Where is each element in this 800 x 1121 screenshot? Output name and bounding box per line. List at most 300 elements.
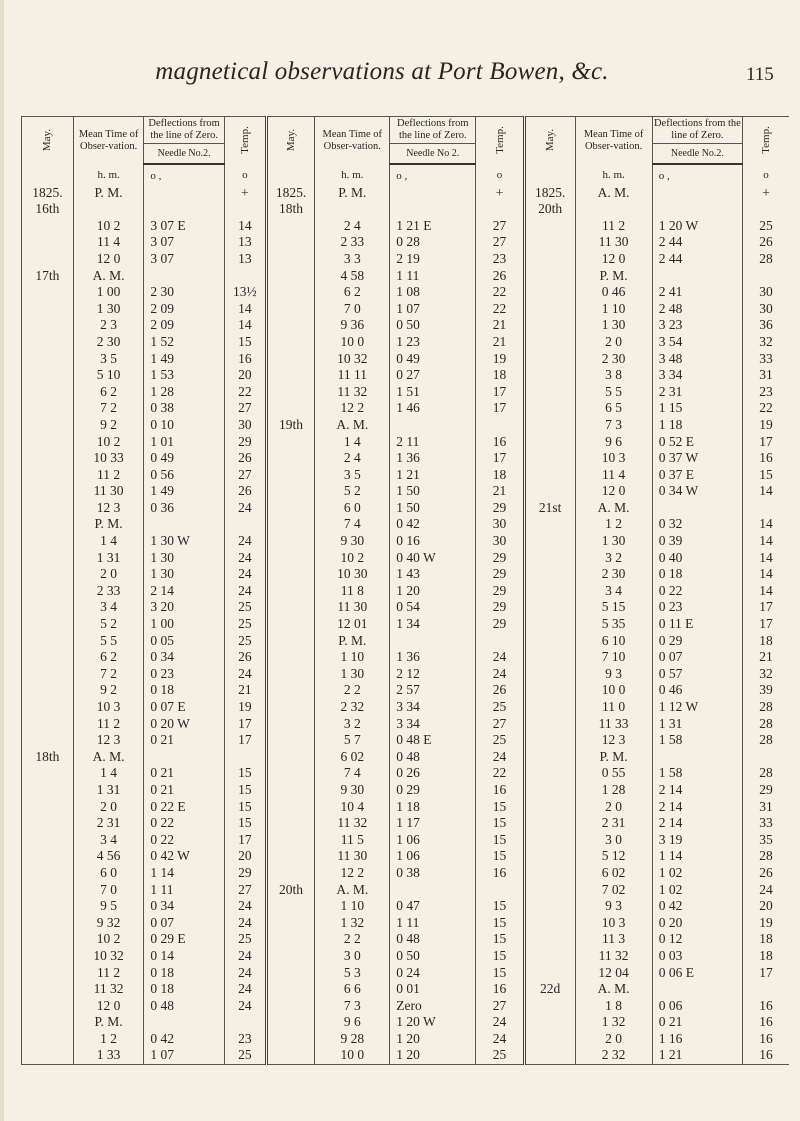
- temp-cell: 29: [224, 434, 266, 451]
- deflection-cell: 1 36: [390, 450, 476, 467]
- table-row: [22, 566, 790, 583]
- temp-cell: 21: [476, 317, 525, 334]
- col-deflection: Deflections from the line of Zero.: [144, 117, 224, 144]
- table-row: [22, 234, 790, 251]
- table-row: [22, 716, 790, 733]
- table-row: [22, 1031, 790, 1048]
- date-cell: [22, 351, 74, 368]
- time-cell: 12 3: [73, 500, 144, 517]
- deflection-cell: 0 46: [652, 682, 742, 699]
- temp-cell: 16: [743, 1031, 789, 1048]
- temp-cell: 16: [476, 434, 525, 451]
- time-cell: 3 3: [315, 251, 390, 268]
- temp-cell: 14: [224, 317, 266, 334]
- date-cell: 20th: [266, 882, 315, 899]
- time-cell: 5 2: [73, 616, 144, 633]
- temp-cell: 29: [743, 782, 789, 799]
- time-cell: 1 4: [73, 765, 144, 782]
- time-cell: h. m.: [73, 164, 144, 185]
- date-cell: [266, 915, 315, 932]
- temp-cell: 31: [743, 799, 789, 816]
- time-cell: 9 36: [315, 317, 390, 334]
- deflection-cell: 3 48: [652, 351, 742, 368]
- temp-cell: 29: [476, 616, 525, 633]
- date-cell: [22, 799, 74, 816]
- temp-cell: 17: [743, 599, 789, 616]
- time-cell: 12 3: [575, 732, 652, 749]
- deflection-cell: 1 51: [390, 384, 476, 401]
- time-cell: 6 10: [575, 633, 652, 650]
- deflection-cell: 0 16: [390, 533, 476, 550]
- date-cell: [266, 483, 315, 500]
- date-cell: [524, 965, 575, 982]
- date-cell: 20th: [524, 201, 575, 218]
- temp-cell: [743, 500, 789, 517]
- temp-cell: 22: [476, 765, 525, 782]
- date-cell: [266, 284, 315, 301]
- time-cell: 7 2: [73, 400, 144, 417]
- deflection-cell: 0 40: [652, 550, 742, 567]
- date-cell: [266, 1047, 315, 1064]
- time-cell: [575, 201, 652, 218]
- temp-cell: 13: [224, 251, 266, 268]
- date-cell: [22, 832, 74, 849]
- time-cell: 2 30: [575, 566, 652, 583]
- deflection-cell: 0 23: [652, 599, 742, 616]
- time-cell: 2 33: [315, 234, 390, 251]
- time-cell: 4 56: [73, 848, 144, 865]
- deflection-cell: 0 42 W: [144, 848, 224, 865]
- table-row: [22, 815, 790, 832]
- time-cell: 11 11: [315, 367, 390, 384]
- date-cell: [22, 848, 74, 865]
- time-cell: 2 0: [575, 334, 652, 351]
- deflection-cell: 0 50: [390, 317, 476, 334]
- temp-cell: 15: [476, 931, 525, 948]
- date-cell: [266, 317, 315, 334]
- deflection-cell: [144, 1014, 224, 1031]
- date-cell: [266, 351, 315, 368]
- temp-cell: 17: [224, 716, 266, 733]
- date-cell: [266, 981, 315, 998]
- deflection-cell: 0 37 E: [652, 467, 742, 484]
- deflection-cell: 0 29 E: [144, 931, 224, 948]
- time-cell: 5 2: [315, 483, 390, 500]
- deflection-cell: [390, 633, 476, 650]
- deflection-cell: 0 50: [390, 948, 476, 965]
- time-cell: A. M.: [73, 749, 144, 766]
- date-cell: [524, 998, 575, 1015]
- time-cell: 12 3: [73, 732, 144, 749]
- deflection-cell: 0 48: [390, 931, 476, 948]
- date-cell: [22, 234, 74, 251]
- date-cell: [524, 367, 575, 384]
- time-cell: 2 33: [73, 583, 144, 600]
- deflection-cell: 1 49: [144, 483, 224, 500]
- temp-cell: 18: [743, 931, 789, 948]
- time-cell: 0 55: [575, 765, 652, 782]
- temp-cell: 30: [743, 301, 789, 318]
- date-cell: [22, 1031, 74, 1048]
- col-deflection: Deflections from the line of Zero.: [390, 117, 476, 144]
- col-needle: Needle No.2.: [144, 144, 224, 165]
- col-temp: Temp.: [476, 117, 525, 165]
- temp-cell: 21: [476, 483, 525, 500]
- temp-cell: 16: [743, 998, 789, 1015]
- temp-cell: 13: [224, 234, 266, 251]
- temp-cell: 26: [224, 649, 266, 666]
- temp-cell: 27: [476, 716, 525, 733]
- time-cell: 1 30: [73, 301, 144, 318]
- time-cell: 1 10: [575, 301, 652, 318]
- time-cell: 7 02: [575, 882, 652, 899]
- time-cell: 10 32: [73, 948, 144, 965]
- date-cell: [524, 533, 575, 550]
- time-cell: 6 5: [575, 400, 652, 417]
- deflection-cell: 0 48 E: [390, 732, 476, 749]
- time-cell: 2 2: [315, 682, 390, 699]
- date-cell: [266, 1014, 315, 1031]
- deflection-cell: 0 48: [144, 998, 224, 1015]
- time-cell: 2 30: [575, 351, 652, 368]
- temp-cell: 25: [476, 1047, 525, 1064]
- temp-cell: 16: [743, 1014, 789, 1031]
- date-cell: [266, 815, 315, 832]
- temp-cell: 24: [224, 898, 266, 915]
- temp-cell: 14: [224, 218, 266, 235]
- deflection-cell: 0 34: [144, 649, 224, 666]
- deflection-cell: 1 53: [144, 367, 224, 384]
- temp-cell: 23: [476, 251, 525, 268]
- temp-cell: 14: [743, 550, 789, 567]
- deflection-cell: 1 23: [390, 334, 476, 351]
- deflection-cell: 0 29: [652, 633, 742, 650]
- date-cell: [22, 865, 74, 882]
- temp-cell: 30: [476, 516, 525, 533]
- deflection-cell: 0 52 E: [652, 434, 742, 451]
- date-cell: [266, 599, 315, 616]
- temp-cell: 14: [743, 533, 789, 550]
- date-cell: 16th: [22, 201, 74, 218]
- col-needle: Needle No.2.: [652, 144, 742, 165]
- deflection-cell: 3 34: [390, 716, 476, 733]
- deflection-cell: 0 22: [652, 583, 742, 600]
- deflection-cell: 2 09: [144, 317, 224, 334]
- temp-cell: 29: [224, 865, 266, 882]
- deflection-cell: 2 14: [652, 782, 742, 799]
- table-row: [22, 268, 790, 285]
- date-cell: [22, 716, 74, 733]
- temp-cell: 16: [224, 351, 266, 368]
- deflection-cell: 1 20: [390, 583, 476, 600]
- date-cell: [22, 434, 74, 451]
- date-cell: [524, 948, 575, 965]
- table-row: [22, 682, 790, 699]
- date-cell: [266, 782, 315, 799]
- time-cell: 10 3: [575, 915, 652, 932]
- table-row: [22, 848, 790, 865]
- temp-cell: 30: [224, 417, 266, 434]
- time-cell: 3 5: [73, 351, 144, 368]
- deflection-cell: 0 49: [390, 351, 476, 368]
- deflection-cell: 0 49: [144, 450, 224, 467]
- date-cell: [524, 699, 575, 716]
- table-row: [22, 765, 790, 782]
- time-cell: P. M.: [73, 185, 144, 202]
- temp-cell: 30: [743, 284, 789, 301]
- table-row: [22, 699, 790, 716]
- table-row: [22, 185, 790, 202]
- deflection-cell: [652, 185, 742, 202]
- deflection-cell: 1 06: [390, 832, 476, 849]
- temp-cell: 18: [743, 633, 789, 650]
- date-cell: [22, 550, 74, 567]
- table-row: [22, 633, 790, 650]
- temp-cell: 25: [224, 1047, 266, 1064]
- date-cell: [22, 367, 74, 384]
- deflection-cell: 2 09: [144, 301, 224, 318]
- deflection-cell: 0 18: [144, 682, 224, 699]
- temp-cell: +: [476, 185, 525, 202]
- deflection-cell: 2 57: [390, 682, 476, 699]
- time-cell: 1 30: [575, 317, 652, 334]
- temp-cell: 19: [743, 915, 789, 932]
- date-cell: [266, 865, 315, 882]
- time-cell: 3 5: [315, 467, 390, 484]
- date-cell: [266, 1031, 315, 1048]
- col-temp: Temp.: [224, 117, 266, 165]
- deflection-cell: 0 21: [144, 765, 224, 782]
- table-row: [22, 782, 790, 799]
- date-cell: [266, 550, 315, 567]
- date-cell: [22, 948, 74, 965]
- temp-cell: 14: [743, 516, 789, 533]
- temp-cell: 17: [476, 400, 525, 417]
- temp-cell: 28: [743, 699, 789, 716]
- deflection-cell: 1 08: [390, 284, 476, 301]
- temp-cell: [224, 1014, 266, 1031]
- deflection-cell: 0 27: [390, 367, 476, 384]
- date-cell: [22, 998, 74, 1015]
- table-row: [22, 998, 790, 1015]
- time-cell: 6 2: [315, 284, 390, 301]
- date-cell: [266, 400, 315, 417]
- date-cell: [524, 384, 575, 401]
- date-cell: [524, 251, 575, 268]
- time-cell: 1 28: [575, 782, 652, 799]
- time-cell: 10 30: [315, 566, 390, 583]
- temp-cell: 25: [476, 732, 525, 749]
- temp-cell: 22: [743, 400, 789, 417]
- temp-cell: 15: [476, 915, 525, 932]
- date-cell: [524, 832, 575, 849]
- time-cell: 11 30: [315, 599, 390, 616]
- date-cell: 21st: [524, 500, 575, 517]
- time-cell: 12 2: [315, 865, 390, 882]
- deflection-cell: 1 21: [652, 1047, 742, 1064]
- deflection-cell: 0 22: [144, 832, 224, 849]
- deflection-cell: 2 30: [144, 284, 224, 301]
- deflection-cell: 1 28: [144, 384, 224, 401]
- deflection-cell: 2 11: [390, 434, 476, 451]
- date-cell: [524, 164, 575, 185]
- temp-cell: 24: [224, 533, 266, 550]
- date-cell: [266, 716, 315, 733]
- table-row: [22, 981, 790, 998]
- units-row: [22, 164, 790, 185]
- deflection-cell: 0 18: [144, 965, 224, 982]
- deflection-cell: 0 40 W: [390, 550, 476, 567]
- date-cell: [524, 633, 575, 650]
- deflection-cell: [144, 516, 224, 533]
- temp-cell: 28: [743, 732, 789, 749]
- temp-cell: 17: [224, 832, 266, 849]
- time-cell: 10 0: [315, 334, 390, 351]
- date-cell: [266, 732, 315, 749]
- deflection-cell: 1 21: [390, 467, 476, 484]
- time-cell: 11 30: [315, 848, 390, 865]
- date-cell: [266, 384, 315, 401]
- temp-cell: 33: [743, 815, 789, 832]
- deflection-cell: 1 18: [652, 417, 742, 434]
- date-cell: [524, 716, 575, 733]
- table-row: [22, 666, 790, 683]
- deflection-cell: [390, 201, 476, 218]
- temp-cell: 23: [224, 1031, 266, 1048]
- time-cell: 5 15: [575, 599, 652, 616]
- deflection-cell: 0 54: [390, 599, 476, 616]
- date-cell: [266, 765, 315, 782]
- deflection-cell: 0 42: [144, 1031, 224, 1048]
- temp-cell: +: [224, 185, 266, 202]
- temp-cell: 21: [476, 334, 525, 351]
- deflection-cell: 0 39: [652, 533, 742, 550]
- temp-cell: 25: [743, 218, 789, 235]
- time-cell: 2 0: [73, 566, 144, 583]
- deflection-cell: 3 19: [652, 832, 742, 849]
- deflection-cell: 1 20: [390, 1047, 476, 1064]
- time-cell: 3 0: [575, 832, 652, 849]
- deflection-cell: 2 44: [652, 234, 742, 251]
- time-cell: 11 30: [73, 483, 144, 500]
- time-cell: 12 0: [73, 998, 144, 1015]
- time-cell: 12 04: [575, 965, 652, 982]
- col-time: Mean Time of Obser-vation.: [575, 117, 652, 165]
- date-cell: [524, 1014, 575, 1031]
- col-temp: Temp.: [743, 117, 789, 165]
- deflection-cell: 1 34: [390, 616, 476, 633]
- temp-cell: 29: [476, 566, 525, 583]
- deflection-cell: [652, 201, 742, 218]
- date-cell: [524, 682, 575, 699]
- temp-cell: 16: [476, 981, 525, 998]
- date-cell: [266, 516, 315, 533]
- temp-cell: 15: [224, 799, 266, 816]
- table-row: [22, 334, 790, 351]
- temp-cell: 33: [743, 351, 789, 368]
- date-cell: 17th: [22, 268, 74, 285]
- deflection-cell: 1 58: [652, 732, 742, 749]
- temp-cell: 25: [224, 616, 266, 633]
- date-cell: [524, 268, 575, 285]
- temp-cell: 18: [476, 367, 525, 384]
- date-cell: [266, 931, 315, 948]
- date-cell: [22, 1014, 74, 1031]
- deflection-cell: 0 28: [390, 234, 476, 251]
- date-cell: [22, 782, 74, 799]
- time-cell: 1 31: [73, 782, 144, 799]
- date-cell: [266, 998, 315, 1015]
- deflection-cell: 1 20 W: [390, 1014, 476, 1031]
- date-cell: [22, 882, 74, 899]
- temp-cell: 20: [224, 367, 266, 384]
- deflection-cell: 1 30 W: [144, 533, 224, 550]
- table-row: [22, 483, 790, 500]
- date-cell: [266, 848, 315, 865]
- temp-cell: 29: [476, 583, 525, 600]
- deflection-cell: 0 37 W: [652, 450, 742, 467]
- date-cell: [524, 334, 575, 351]
- temp-cell: 17: [743, 434, 789, 451]
- time-cell: P. M.: [73, 516, 144, 533]
- temp-cell: 24: [224, 566, 266, 583]
- deflection-cell: 1 00: [144, 616, 224, 633]
- time-cell: 6 02: [315, 749, 390, 766]
- time-cell: 2 2: [315, 931, 390, 948]
- deflection-cell: 3 07: [144, 234, 224, 251]
- deflection-cell: 0 42: [390, 516, 476, 533]
- temp-cell: [476, 882, 525, 899]
- deflection-cell: 1 01: [144, 434, 224, 451]
- date-cell: [524, 649, 575, 666]
- time-cell: 5 10: [73, 367, 144, 384]
- date-cell: [266, 450, 315, 467]
- col-time: Mean Time of Obser-vation.: [315, 117, 390, 165]
- time-cell: 9 30: [315, 533, 390, 550]
- deflection-cell: 1 14: [652, 848, 742, 865]
- deflection-cell: 3 34: [652, 367, 742, 384]
- temp-cell: [224, 749, 266, 766]
- date-cell: [266, 467, 315, 484]
- date-cell: [524, 765, 575, 782]
- deflection-cell: 0 57: [652, 666, 742, 683]
- time-cell: 3 4: [73, 832, 144, 849]
- temp-cell: 17: [743, 616, 789, 633]
- time-cell: 10 2: [315, 550, 390, 567]
- deflection-cell: 0 22: [144, 815, 224, 832]
- time-cell: A. M.: [575, 981, 652, 998]
- time-cell: 7 3: [315, 998, 390, 1015]
- temp-cell: [224, 268, 266, 285]
- temp-cell: [743, 981, 789, 998]
- table-row: [22, 1047, 790, 1064]
- date-cell: 18th: [266, 201, 315, 218]
- deflection-cell: 0 24: [390, 965, 476, 982]
- deflection-cell: [652, 981, 742, 998]
- temp-cell: 28: [743, 765, 789, 782]
- deflection-cell: 3 07 E: [144, 218, 224, 235]
- date-cell: [524, 931, 575, 948]
- deflection-cell: 0 11 E: [652, 616, 742, 633]
- date-cell: [266, 566, 315, 583]
- table-row: [22, 882, 790, 899]
- date-cell: [266, 649, 315, 666]
- date-cell: [266, 948, 315, 965]
- date-cell: [22, 400, 74, 417]
- temp-cell: 24: [224, 666, 266, 683]
- date-cell: [524, 616, 575, 633]
- time-cell: 11 2: [575, 218, 652, 235]
